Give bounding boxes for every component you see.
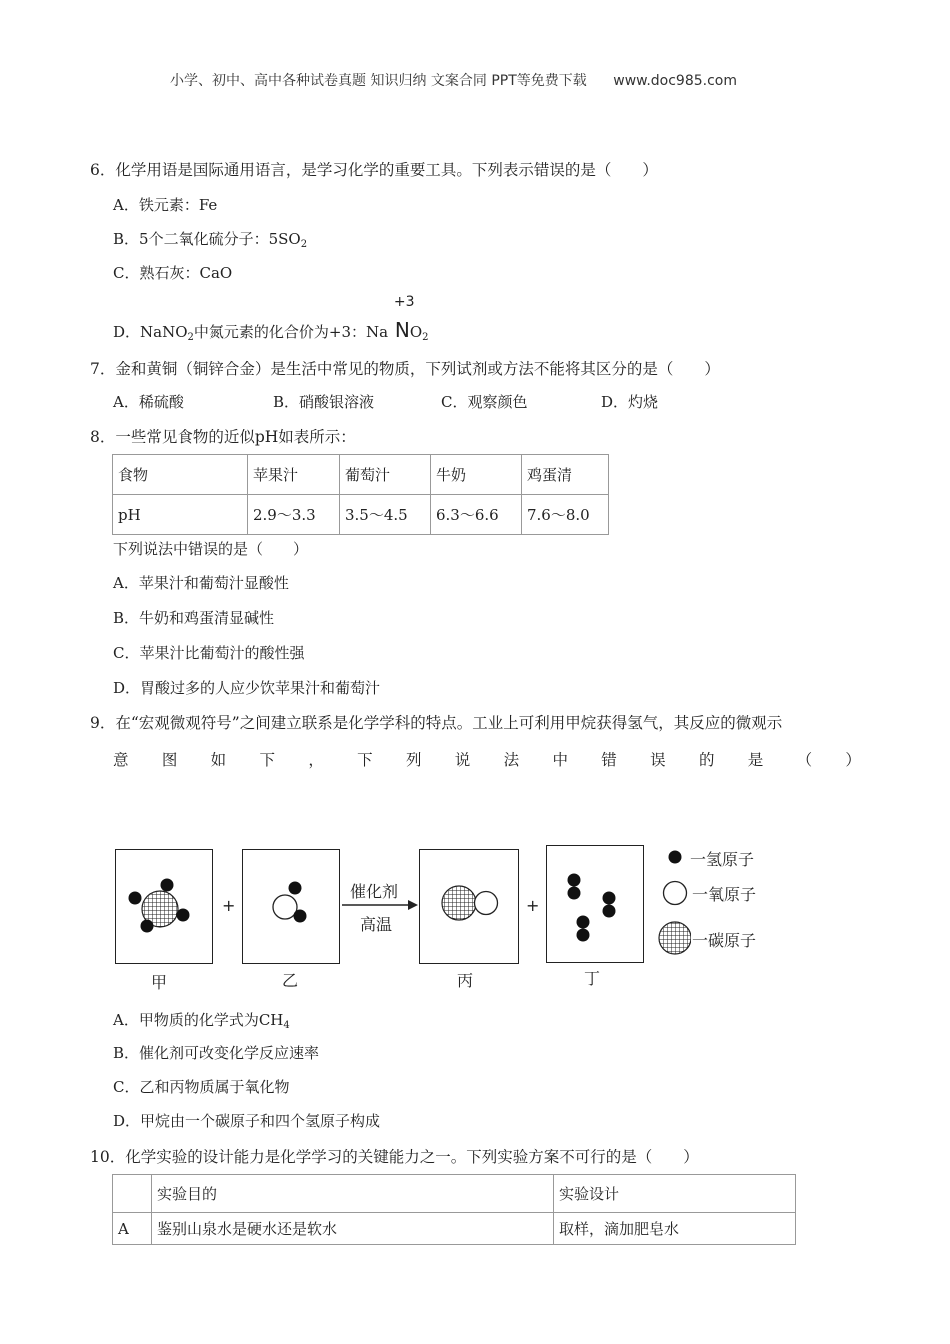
oxygen-atom <box>475 892 498 915</box>
q8-stem: 8．一些常见食物的近似pH如表所示： <box>90 428 356 446</box>
table-cell: 7.6～8.0 <box>522 495 609 535</box>
q9-option-a: A．甲物质的化学式为$CH_4$ <box>113 1011 290 1031</box>
hydrogen-atom <box>161 879 174 892</box>
q9-option-c: C．乙和丙物质属于氧化物 <box>113 1078 290 1096</box>
page-header <box>170 70 737 90</box>
q9-option-d: D．甲烷由一个碳原子和四个氢原子构成 <box>113 1112 381 1130</box>
hydrogen-atom <box>603 892 616 905</box>
q10-stem: 10．化学实验的设计能力是化学学习的关键能力之一。下列实验方案不可行的是（ ） <box>90 1148 699 1166</box>
hydrogen-legend-icon <box>669 851 682 864</box>
q7-stem: 7．金和黄铜（铜锌合金）是生活中常见的物质，下列试剂或方法不能将其区分的是（ ） <box>90 360 720 378</box>
q8-option-a: A．苹果汁和葡萄汁显酸性 <box>113 574 289 592</box>
oxygen-legend-icon <box>664 882 687 905</box>
q7-option-a: A．稀硫酸 <box>113 393 184 411</box>
q9-option-b: B．催化剂可改变化学反应速率 <box>113 1044 320 1062</box>
label-ding: 丁 <box>584 969 601 988</box>
legend-oxygen: 一氧原子 <box>692 885 757 904</box>
reaction-arrow <box>340 898 420 912</box>
hydrogen-atom <box>141 920 154 933</box>
carbon-atom <box>442 886 476 920</box>
q6-option-b: B．5个二氧化硫分子：$5SO_2$ <box>113 230 308 250</box>
table-cell: 实验设计 <box>554 1175 796 1213</box>
q9-stem: 9．在“宏观微观符号”之间建立联系是化学学科的特点。工业上可利用甲烷获得氢气，其反应的微观示 <box>90 714 783 732</box>
hydrogen-atom <box>577 916 590 929</box>
table-cell: 牛奶 <box>431 455 522 495</box>
hydrogen-atom <box>568 887 581 900</box>
q8-option-d: D．胃酸过多的人应少饮苹果汁和葡萄汁 <box>113 679 381 697</box>
table-cell <box>113 1175 152 1213</box>
q7-option-b: B．硝酸银溶液 <box>273 393 375 411</box>
table-cell: 2.9～3.3 <box>248 495 340 535</box>
box-bing <box>419 849 519 964</box>
legend-carbon: 一碳原子 <box>692 931 757 950</box>
plus-sign: + <box>526 896 540 915</box>
oxygen-atom <box>273 895 297 919</box>
box-jia <box>115 849 213 964</box>
label-yi: 乙 <box>282 971 299 990</box>
box-ding <box>546 845 644 963</box>
table-cell: 3.5～4.5 <box>340 495 431 535</box>
q7-option-c: C．观察颜色 <box>441 393 528 411</box>
condition-catalyst: 催化剂 <box>350 882 399 901</box>
hydrogen-atom <box>289 882 302 895</box>
q8-option-c: C．苹果汁比葡萄汁的酸性强 <box>113 644 305 662</box>
q6-charge-label: +3 <box>393 294 415 310</box>
table-cell: 鸡蛋清 <box>522 455 609 495</box>
hydrogen-atom <box>577 929 590 942</box>
legend-icons <box>655 843 691 955</box>
q7-option-d: D．灼烧 <box>601 393 659 411</box>
q6-stem: 6．化学用语是国际通用语言，是学习化学的重要工具。下列表示错误的是（ ） <box>90 161 658 179</box>
table-cell: 葡萄汁 <box>340 455 431 495</box>
q8-option-b: B．牛奶和鸡蛋清显碱性 <box>113 609 275 627</box>
table-cell: 实验目的 <box>152 1175 554 1213</box>
header-text: 小学、初中、高中各种试卷真题 知识归纳 文案合同 PPT等免费下载 <box>170 73 587 89</box>
hydrogen-atom <box>294 910 307 923</box>
table-cell: 苹果汁 <box>248 455 340 495</box>
plus-sign: + <box>222 896 236 915</box>
table-cell: 食物 <box>113 455 248 495</box>
hydrogen-atom <box>177 909 190 922</box>
q9-stem-line2: 意 图 如 下 ， 下 列 说 法 中 错 误 的 是 （ ） <box>113 751 861 769</box>
hydrogen-atom <box>129 892 142 905</box>
table-cell: 鉴别山泉水是硬水还是软水 <box>152 1213 554 1245</box>
ph-table <box>112 454 609 535</box>
table-cell: 取样，滴加肥皂水 <box>554 1213 796 1245</box>
q6-option-a: A．铁元素：Fe <box>113 196 218 214</box>
q8-prompt: 下列说法中错误的是（ ） <box>113 540 309 558</box>
table-cell: 6.3～6.6 <box>431 495 522 535</box>
box-yi <box>242 849 340 964</box>
label-bing: 丙 <box>457 971 474 990</box>
hydrogen-atom <box>568 874 581 887</box>
header-url: www.doc985.com <box>613 73 737 89</box>
legend-hydrogen: 一氢原子 <box>690 850 755 869</box>
experiment-table <box>112 1174 796 1245</box>
condition-high-temp: 高温 <box>360 915 393 934</box>
table-cell: pH <box>113 495 248 535</box>
q6-option-d: D．NaNO$_2$中氮元素的化合价为+3：Na +3 $NO_2$ <box>113 294 429 343</box>
label-jia: 甲 <box>151 973 168 992</box>
carbon-legend-icon <box>659 922 691 954</box>
hydrogen-atom <box>603 905 616 918</box>
q6-option-c: C．熟石灰：CaO <box>113 264 233 282</box>
table-cell: A <box>113 1213 152 1245</box>
